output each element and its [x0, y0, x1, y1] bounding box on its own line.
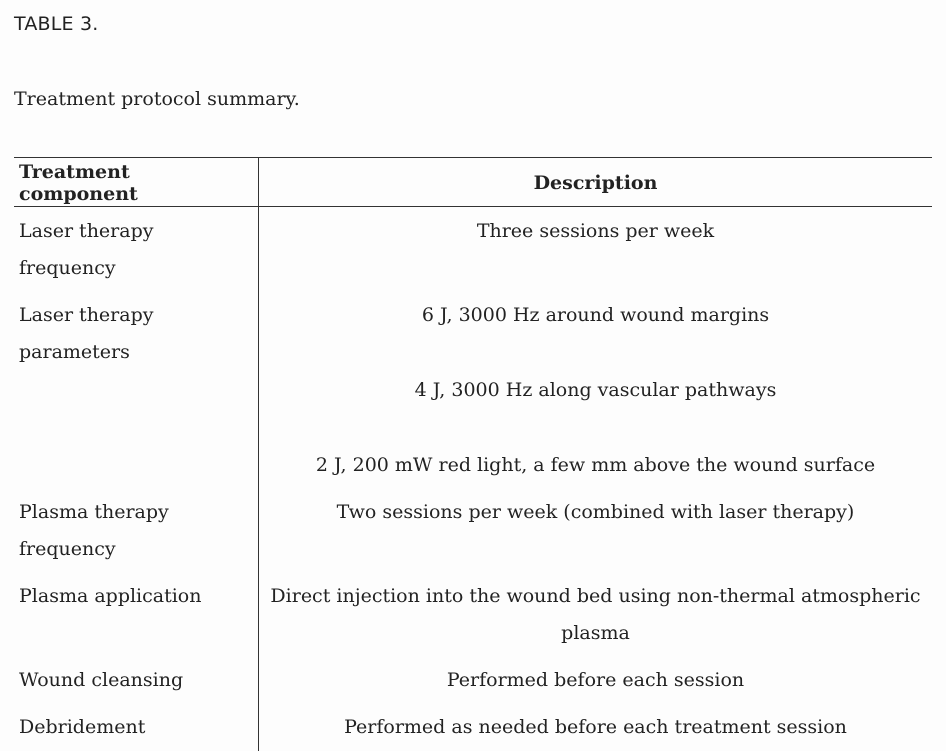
description-cell: [259, 292, 933, 489]
component-cell: Wound cleansing: [14, 657, 259, 704]
table-row: [14, 573, 932, 657]
component-cell: Plasma application: [14, 573, 259, 657]
table-row: [14, 489, 932, 573]
description-text: Performed before each session: [264, 662, 927, 699]
table-body: [14, 207, 932, 751]
table-row: [14, 207, 932, 293]
table-row: [14, 292, 932, 489]
table-caption: Treatment protocol summary.: [14, 88, 300, 110]
component-cell: Plasma therapy frequency: [14, 489, 259, 573]
description-text: Performed as needed before each treatment session: [264, 709, 927, 746]
description-text: Three sessions per week: [264, 213, 927, 250]
table-row: [14, 704, 932, 751]
table-label: TABLE 3.: [14, 13, 99, 35]
header-description: Description: [259, 158, 933, 207]
description-cell: [259, 704, 933, 751]
description-text: 6 J, 3000 Hz around wound margins: [264, 297, 927, 334]
description-text: Direct injection into the wound bed using non-thermal atmospheric plasma: [264, 578, 927, 652]
treatment-protocol-table: [14, 157, 932, 751]
component-cell: Laser therapy frequency: [14, 207, 259, 293]
component-cell: Laser therapy parameters: [14, 292, 259, 489]
description-cell: [259, 207, 933, 293]
description-cell: [259, 573, 933, 657]
description-text: Two sessions per week (combined with laser therapy): [264, 494, 927, 531]
header-row: [14, 158, 932, 207]
description-cell: [259, 489, 933, 573]
component-cell: Debridement: [14, 704, 259, 751]
header-treatment-component: Treatment component: [14, 158, 259, 207]
table-row: [14, 657, 932, 704]
table-header: [14, 158, 932, 207]
description-cell: [259, 657, 933, 704]
description-text: 2 J, 200 mW red light, a few mm above the wound surface: [264, 447, 927, 484]
description-text: 4 J, 3000 Hz along vascular pathways: [264, 372, 927, 409]
